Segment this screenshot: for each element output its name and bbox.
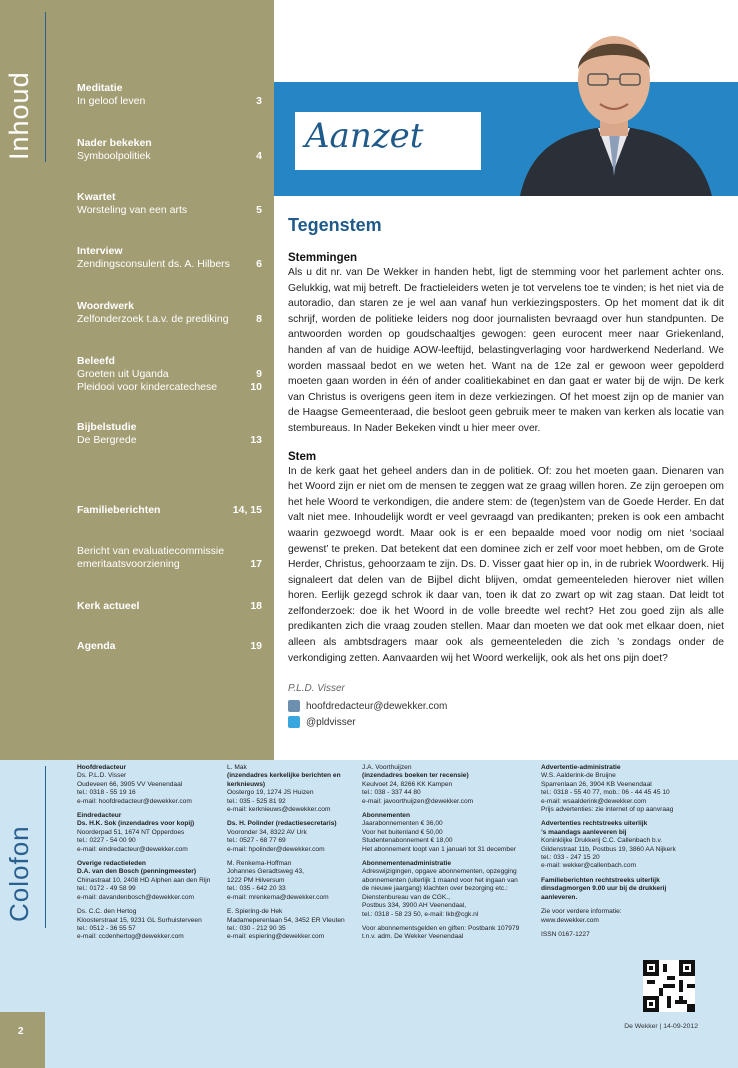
colofon-line: tel.: 0227 - 54 00 90: [77, 837, 136, 845]
colofon-line[interactable]: e-mail: davandenbosch@dewekker.com: [77, 893, 195, 901]
toc-section: Kwartet: [77, 191, 116, 203]
colofon-line: Abonnementen: [362, 812, 410, 820]
colofon-line[interactable]: e-mail: wekker@callenbach.com: [541, 862, 637, 870]
colofon-line: Gildenstraat 11b, Postbus 19, 3860 AA Nijkerk: [541, 845, 676, 853]
colofon-line: Ds. H.K. Sok (inzendadres voor kopij): [77, 820, 195, 828]
rubric-label-box: [295, 112, 481, 170]
colofon-line: Advertenties rechtstreeks uiterlijk: [541, 820, 648, 828]
rubric-label: Aanzet: [305, 116, 424, 156]
colofon-line: Prijs advertenties: zie internet of op aanvraag: [541, 806, 674, 814]
colofon-line: Zie voor verdere informatie:: [541, 908, 622, 916]
toc-page-number: 18: [250, 600, 262, 612]
colofon-line: Oudeveen 66, 3905 VV Veenendaal: [77, 780, 183, 788]
colofon-line: J.A. Voorthuijzen: [362, 764, 412, 771]
toc-item[interactable]: [77, 137, 262, 163]
colofon-line: tel.: 030 - 212 90 35: [227, 924, 286, 932]
colofon-line[interactable]: e-mail: espiering@dewekker.com: [227, 933, 325, 941]
colofon-line[interactable]: e-mail: kerknieuws@dewekker.com: [227, 806, 331, 814]
colofon-line: Het abonnement loopt van 1 januari tot 31 december: [362, 845, 516, 853]
colofon-line: W.S. Aalderink-de Bruijne: [541, 772, 616, 780]
colofon-line: tel.: 035 - 525 81 92: [227, 797, 286, 805]
colofon-line: Familieberichten rechtstreeks uiterlijk: [541, 876, 660, 884]
colofon-line: L. Mak: [227, 764, 247, 771]
colofon-block: [77, 764, 222, 806]
toc-page-number: 17: [250, 558, 262, 570]
toc-section: Bijbelstudie: [77, 421, 137, 433]
toc-item[interactable]: [77, 545, 262, 571]
colofon-block: [541, 764, 701, 814]
colofon-block: [77, 812, 222, 854]
toc-page-number: 4: [256, 150, 262, 162]
toc-item[interactable]: [77, 355, 262, 381]
toc-section: Agenda: [77, 640, 116, 652]
author-name: P.L.D. Visser: [288, 683, 345, 694]
colofon-line: tel.: 0318 - 55 40 77, mob.: 06 - 44 45 45 10: [541, 789, 670, 797]
colofon-line: Koninklijke Drukkerij C.C. Callenbach b.v.: [541, 837, 663, 845]
toc-item[interactable]: [77, 640, 262, 653]
toc-page-number: 19: [250, 640, 262, 652]
colofon-block: [541, 931, 701, 939]
toc-subtitle: In geloof leven: [77, 95, 146, 107]
colofon-block: [541, 877, 701, 902]
colofon-line: Noorderpad 51, 1674 NT Opperdoes: [77, 828, 185, 836]
toc-subtitle: Zelfonderzoek t.a.v. de prediking: [77, 313, 229, 325]
colofon-line: Madameperenlaan 54, 3452 ER Vleuten: [227, 916, 345, 924]
toc-subtitle: Zendingsconsulent ds. A. Hilbers: [77, 258, 230, 270]
toc-page-number: 3: [256, 95, 262, 107]
colofon-line: Studentenabonnement € 18,00: [362, 837, 453, 845]
colofon-block: [362, 860, 532, 919]
colofon-block: [362, 812, 532, 854]
colofon-line: E. Spiering-de Hek: [227, 908, 283, 916]
colofon-line: tel.: 038 - 337 44 80: [362, 789, 421, 797]
table-of-contents: [0, 0, 274, 760]
colofon-line: de nieuwe jaargang) klachten over bezorging etc.:: [362, 885, 508, 893]
section-heading: Stemmingen: [288, 252, 358, 264]
author-email[interactable]: hoofdredacteur@dewekker.com: [306, 700, 448, 712]
colofon-line: aanleveren.: [541, 893, 578, 901]
toc-subtitle: Symboolpolitiek: [77, 150, 151, 162]
colofon-block: [227, 764, 359, 814]
toc-subtitle: Bericht van evaluatiecommissie emeritaatsvoorziening: [77, 545, 225, 570]
colofon-line: Eindredacteur: [77, 812, 122, 820]
colofon-line: dinsdagmorgen 9.00 uur bij de drukkerij: [541, 885, 667, 893]
colofon-column: [362, 764, 532, 948]
colofon-block: [77, 908, 222, 942]
colofon-line: Ds. C.C. den Hertog: [77, 908, 137, 916]
colofon-block: [362, 925, 532, 942]
footer-issue: De Wekker | 14-09-2012: [624, 1023, 698, 1030]
author-photo: [490, 0, 738, 196]
toc-page-number: 10: [250, 381, 262, 393]
toc-subtitle: De Bergrede: [77, 434, 137, 446]
section-body: In de kerk gaat het geheel anders dan in de politiek. Of: zou het moeten gaan. Dienaren van het Woord zijn er niet om de mensen te zeggen wat ze graag willen horen. Ze zijn geroepen om het hele Woord te verkondigen, die andere stem: de (tegen)stem van de Goede Herder. En dat valt niet mee. Inhoudelijk wordt er veel gevraagd van predikanten; preken is ook een ambacht waarin gezwoegd wordt. Maar ook is er een bepaalde moed voor nodig om niet ‘sociaal gewenst’ te preken. Dat betekent dat een dominee zich er zelf voor moet hebben, om de Grote Herder, Christus, gehoorzaam te zijn. Ds. D. Visser gaat hier op in, in de rubriek Woordwerk. Hij signaleert dat delen van de Bijbel dicht blijven, omdat gemeenteleden hierover niet willen horen. Eerlijk gezegd schrok ik daar van, toen ik dat zo zwart op wit zag staan. Dat leidt tot zelfonderzoek: doe ik het Woord in de volle breedte wel recht? Het zou goed zijn als alle predikanten zich die vraag zouden stellen. Maar dan moeten we dat ook met elkaar doen, niet alleen als ambtsdragers maar ook als gemeenteleden die zich ’s zondags onder de verkondiging zetten. Aanvaarden wij het Woord werkelijk, ook als het ons pijn doet?: [288, 465, 724, 664]
colofon-line: tel.: 0527 - 68 77 69: [227, 837, 286, 845]
colofon-line: Kloosterstraat 15, 9231 GL Surhuisterveen: [77, 916, 202, 924]
toc-item[interactable]: [77, 245, 262, 271]
colofon-block: [227, 820, 359, 854]
colofon-block: [541, 820, 701, 870]
editorial-article: [288, 215, 724, 666]
colofon-line: Chinastraat 10, 2408 HD Alphen aan den Rijn: [77, 876, 211, 884]
toc-section: Beleefd: [77, 355, 115, 367]
toc-section: Familieberichten: [77, 504, 161, 516]
toc-section: Woordwerk: [77, 300, 134, 312]
colofon-title: Colofon: [4, 825, 34, 922]
colofon-line: Hoofdredacteur: [77, 764, 127, 771]
signature: [288, 683, 447, 730]
colofon-line: 1222 PM Hilversum: [227, 876, 285, 884]
colofon-line: tel.: 0172 - 49 58 99: [77, 885, 136, 893]
colofon-line: Overige redactieleden: [77, 860, 146, 868]
colofon-line[interactable]: www.dewekker.com: [541, 916, 599, 924]
colofon-line[interactable]: e-mail: eindredacteur@dewekker.com: [77, 845, 188, 853]
colofon-line: Abonnementenadministratie: [362, 860, 452, 868]
toc-item[interactable]: [77, 191, 262, 217]
colofon-line: tel.: 035 - 642 20 33: [227, 885, 286, 893]
colofon-line: Dienstenbureau van de CGK.,: [362, 893, 450, 901]
colofon-line: Voor het buitenland € 50,00: [362, 828, 443, 836]
colofon-line: D.A. van den Bosch (penningmeester): [77, 868, 197, 876]
colofon-line[interactable]: e-mail: mrenkema@dewekker.com: [227, 893, 329, 901]
colofon-line: kerknieuws): [227, 780, 266, 788]
colofon-line: tel.: 0318 - 55 19 16: [77, 789, 136, 797]
author-twitter[interactable]: @pldvisser: [306, 716, 356, 728]
toc-item[interactable]: [77, 504, 262, 517]
page-number-box: [0, 1012, 45, 1068]
colofon-line: ’s maandags aanleveren bij: [541, 828, 627, 836]
toc-section: Kerk actueel: [77, 600, 140, 612]
toc-page-number: 13: [250, 434, 262, 446]
colofon-column: [541, 764, 701, 945]
toc-item[interactable]: [77, 381, 262, 394]
toc-item[interactable]: [77, 82, 262, 108]
toc-item[interactable]: [77, 600, 262, 613]
toc-page-number: 14, 15: [232, 504, 262, 516]
colofon-line: M. Renkema-Hoffman: [227, 860, 292, 868]
colofon-line[interactable]: e-mail: javoorthuijzen@dewekker.com: [362, 797, 474, 805]
twitter-icon: [288, 716, 300, 728]
colofon-line: (inzendadres kerkelijke berichten en: [227, 772, 341, 780]
toc-item[interactable]: [77, 300, 262, 326]
colofon-line: Voor abonnementsgelden en giften: Postbank 107979: [362, 924, 520, 932]
colofon-line: Adreswijzigingen, opgave abonnementen, opzegging: [362, 868, 517, 876]
toc-subtitle: Worsteling van een arts: [77, 204, 188, 216]
colofon-line: Oostergo 19, 1274 JS Huizen: [227, 789, 314, 797]
divider: [45, 766, 46, 928]
colofon-line: ISSN 0167-1227: [541, 930, 590, 938]
toc-section: Nader bekeken: [77, 137, 152, 149]
colofon-line: Jaarabonnementen € 36,00: [362, 820, 443, 828]
toc-item[interactable]: [77, 421, 262, 447]
colofon-block: [227, 908, 359, 942]
colofon-line: tel.: 033 - 247 15 20: [541, 854, 600, 862]
toc-page-number: 8: [256, 313, 262, 325]
colofon-line: Ds. P.L.D. Visser: [77, 772, 127, 780]
colofon-line[interactable]: e-mail: hpolinder@dewekker.com: [227, 845, 325, 853]
colofon-line[interactable]: e-mail: ccdenhertog@dewekker.com: [77, 933, 184, 941]
colofon: [0, 760, 738, 1068]
section-body: Als u dit nr. van De Wekker in handen hebt, ligt de stemming voor het parlement achter ons. Gelukkig, wat mij betreft. De fractieleiders weten je tot vervelens toe te vinden; is het niet via de autoradio, dan staren ze je wel aan vanaf hun verkiezingsposters. Op het moment dat ik dit schrijf, worden de politieke leiders nog door journalisten bevraagd over hun standpunten. De antwoorden worden op goudschaaltjes gewogen: geen eurocent meer naar Griekenland, handen af van de huidige AOW-leeftijd, belastingverlaging voor hardwerkend Nederland. We worden massaal bedot en we weten het. Want na de 12e zal er gewoon weer gepolderd moeten gaan worden in één of ander coalitiekabinet en dan gaat er water bij de wijn. De kerk van Christus is overigens geen item in deze verkiezingen. Of het moest zijn op de manier van de Haagse Gemeenteraad, die besloot geen gebruik meer te maken van kerken als locatie van stembureaus. In Nader Bekeken vindt u hier meer over.: [288, 267, 724, 434]
page-number: 2: [18, 1026, 24, 1037]
colofon-line: Postbus 334, 3900 AH Veenendaal,: [362, 902, 467, 910]
colofon-line: t.n.v. adm. De Wekker Veenendaal: [362, 933, 464, 941]
colofon-line[interactable]: e-mail: hoofdredacteur@dewekker.com: [77, 797, 192, 805]
toc-section: Interview: [77, 245, 123, 257]
colofon-line: Vooronder 34, 8322 AV Urk: [227, 828, 307, 836]
colofon-block: [77, 860, 222, 902]
colofon-line: Advertentie-administratie: [541, 764, 621, 771]
toc-title: Inhoud: [4, 71, 34, 160]
colofon-line: Johannes Geradtsweg 43,: [227, 868, 304, 876]
colofon-line: tel.: 0512 - 36 55 57: [77, 924, 136, 932]
toc-page-number: 6: [256, 258, 262, 270]
colofon-column: [77, 764, 222, 948]
toc-page-number: 9: [256, 368, 262, 380]
colofon-line: abonnementen (uiterlijk 1 maand voor het ingaan van: [362, 876, 518, 884]
toc-subtitle: Groeten uit Uganda: [77, 368, 169, 380]
colofon-line[interactable]: e-mail: wsaalderink@dewekker.com: [541, 797, 647, 805]
colofon-line: Keulvoet 24, 8266 KK Kampen: [362, 780, 453, 788]
colofon-column: [227, 764, 359, 948]
toc-section: Meditatie: [77, 82, 123, 94]
colofon-line: Sparrenlaan 26, 3904 KB Veenendaal: [541, 780, 652, 788]
email-icon: [288, 700, 300, 712]
colofon-line: (inzendadres boeken ter recensie): [362, 772, 469, 780]
colofon-block: [362, 764, 532, 806]
colofon-line[interactable]: tel.: 0318 - 58 23 50, e-mail: lkb@cgk.nl: [362, 910, 479, 918]
toc-subtitle: Pleidooi voor kindercatechese: [77, 381, 218, 393]
colofon-line: Ds. H. Polinder (redactiesecretaris): [227, 820, 337, 828]
qr-code: [643, 960, 695, 1012]
colofon-block: [541, 908, 701, 925]
section-heading: Stem: [288, 450, 317, 463]
article-title: Tegenstem: [288, 215, 382, 235]
colofon-block: [227, 860, 359, 902]
toc-page-number: 5: [256, 204, 262, 216]
divider: [45, 12, 46, 162]
